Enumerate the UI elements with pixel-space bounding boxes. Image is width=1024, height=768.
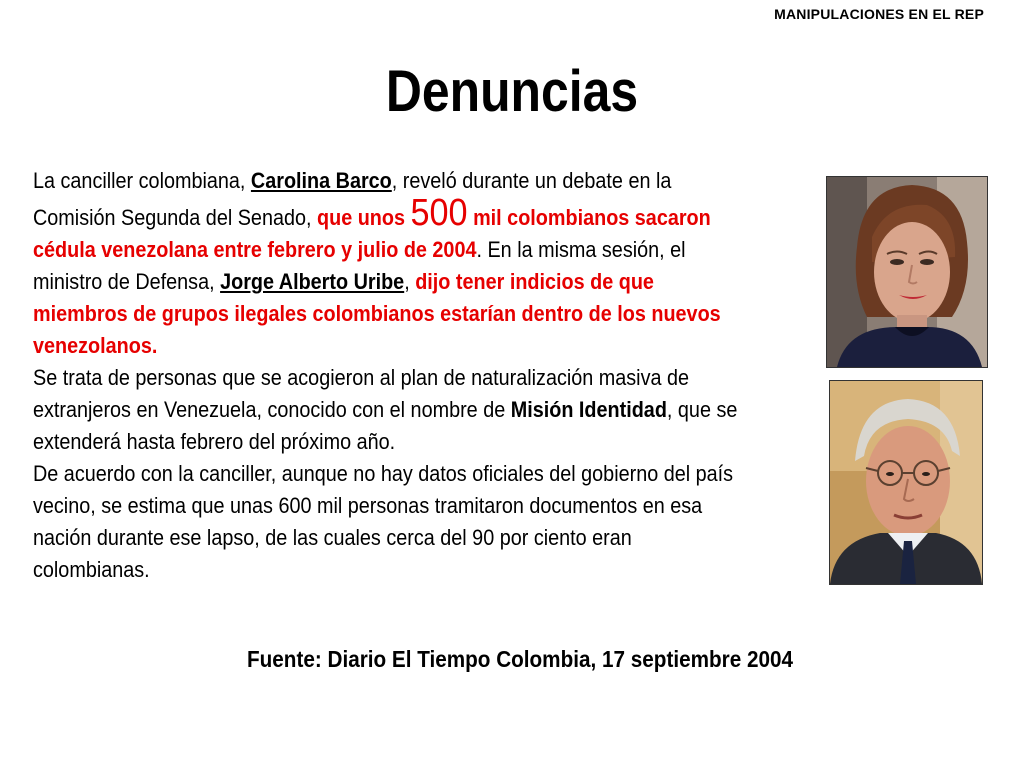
- source-citation: Fuente: Diario El Tiempo Colombia, 17 septiembre 2004: [247, 646, 794, 672]
- highlight-red-b: mil colombianos sacaron cédula venezolana entre febrero y julio de 2004: [33, 205, 711, 262]
- p1-intro: La canciller colombiana,: [33, 168, 251, 193]
- p2-a: Se trata de personas que se acogieron al plan de naturalización masiva de extranjeros en Venezuela, conocido con el nombre de: [33, 365, 690, 422]
- article-body: [33, 165, 744, 586]
- portrait-photo-man: [829, 380, 983, 585]
- header-tag: MANIPULACIONES EN EL REP: [774, 6, 984, 22]
- highlight-red-c: dijo tener indicios de que miembros de grupos ilegales colombianos estarían dentro de los nuevos venezolanos.: [33, 269, 721, 358]
- paragraph-1: [33, 165, 744, 362]
- p2-b: , que se extenderá hasta febrero del próximo año.: [33, 397, 738, 454]
- highlight-red-a: que unos: [317, 205, 411, 230]
- mision-identidad: Misión Identidad: [510, 397, 667, 422]
- name-jorge-alberto-uribe: Jorge Alberto Uribe: [220, 269, 405, 294]
- page-title: Denuncias: [385, 59, 639, 124]
- portrait-photo-woman: [826, 176, 988, 368]
- p1-mid: , reveló durante un debate en la Comisión Segunda del Senado,: [33, 168, 672, 230]
- p1-after: . En la misma sesión, el ministro de Defensa,: [33, 237, 686, 294]
- paragraph-3: De acuerdo con la canciller, aunque no hay datos oficiales del gobierno del país vecino, se estima que unas 600 mil personas tramitaron documentos en esa nación durante ese lapso, de las cuales cerca del 90 por ciento eran colombianas.: [33, 461, 734, 582]
- paragraph-2: [33, 362, 744, 458]
- name-carolina-barco: Carolina Barco: [250, 168, 392, 193]
- highlight-number: 500: [410, 192, 468, 234]
- p1-comma: ,: [404, 269, 416, 294]
